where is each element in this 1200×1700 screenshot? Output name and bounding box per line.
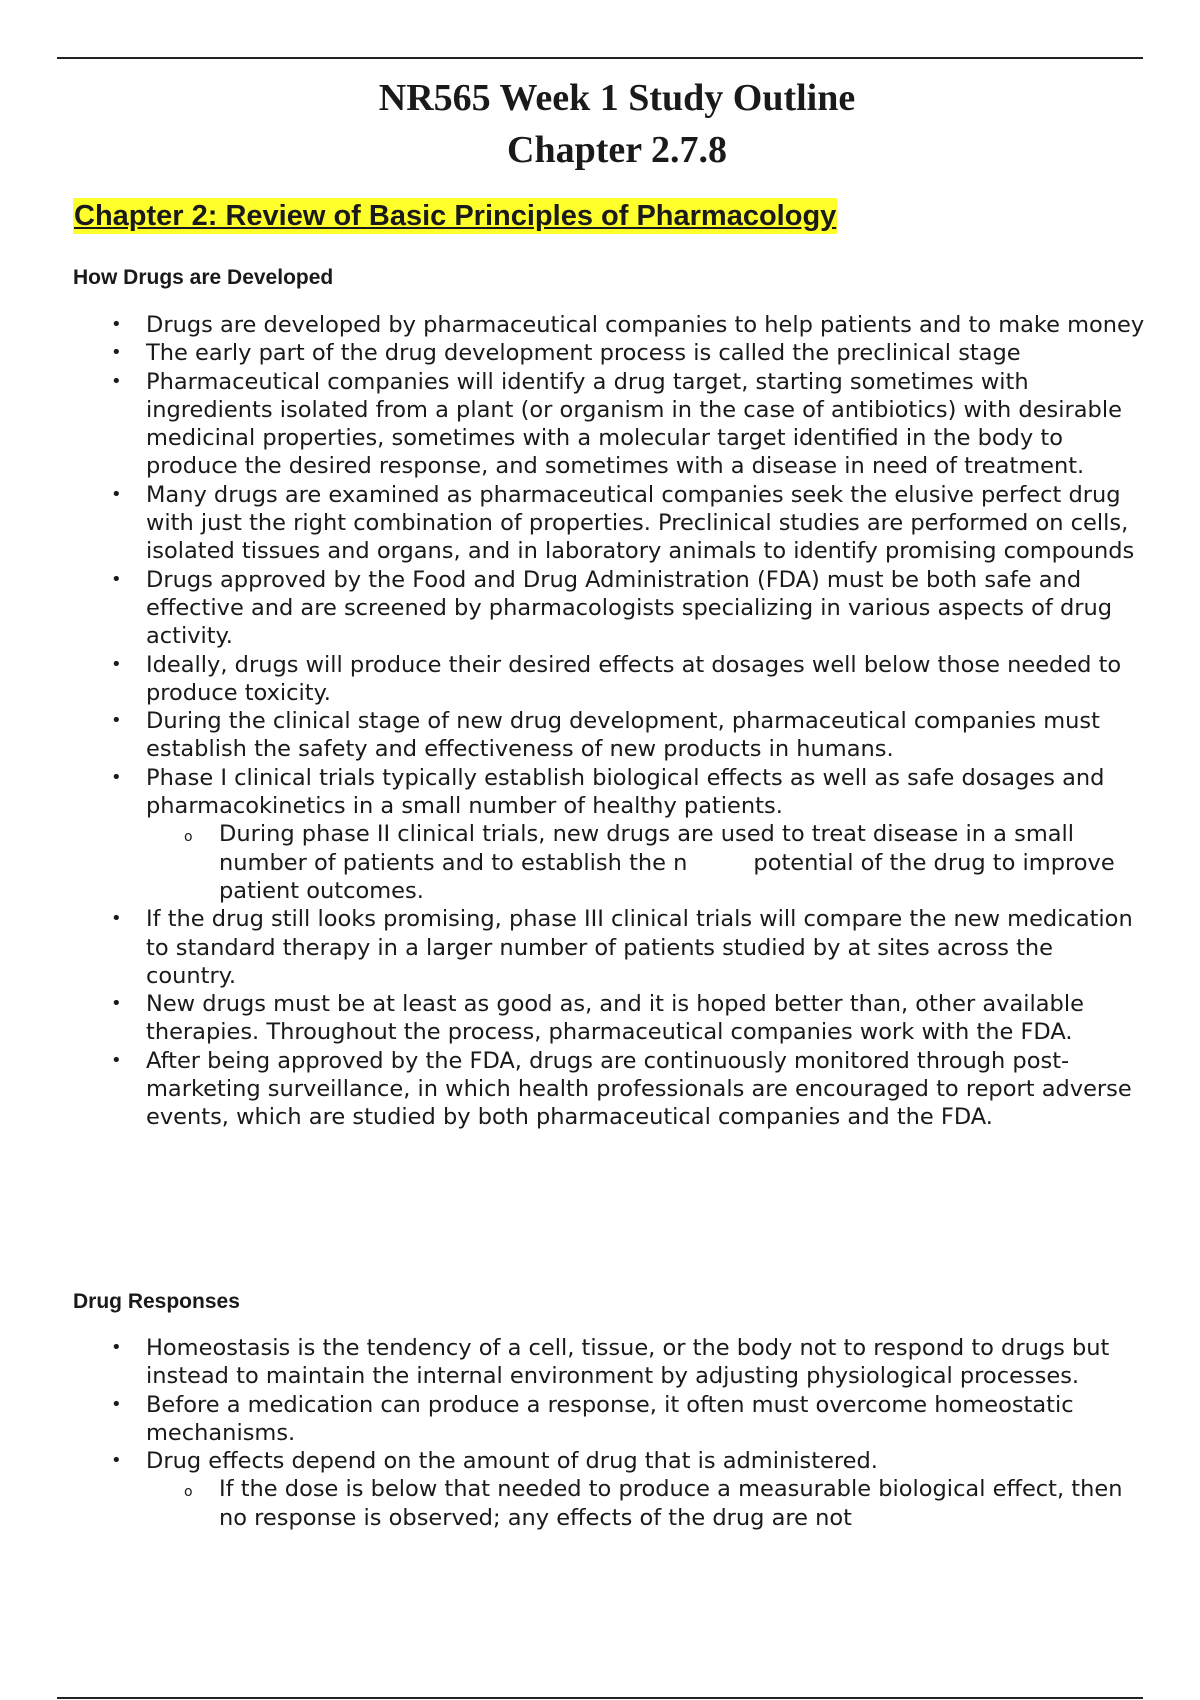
list-item: • Ideally, drugs will produce their desired effects at dosages well below those needed to produce toxicity. bbox=[146, 651, 1146, 708]
bottom-rule bbox=[57, 1697, 1143, 1699]
section-heading-drug-development: How Drugs are Developed bbox=[73, 266, 334, 289]
sub-list-item-phase2 bbox=[219, 820, 1146, 905]
list-item: • The early part of the drug development process is called the preclinical stage bbox=[146, 339, 1146, 367]
phase1-sublist bbox=[146, 820, 1146, 905]
list-item-drug-effects bbox=[146, 1447, 1146, 1532]
list-item: • If the drug still looks promising, phase III clinical trials will compare the new medication to standard therapy in a larger number of patients studied by at sites across the country. bbox=[146, 905, 1146, 990]
document-subtitle: Chapter 2.7.8 bbox=[507, 129, 727, 171]
document-title: NR565 Week 1 Study Outline bbox=[378, 77, 856, 119]
list-item: • New drugs must be at least as good as, and it is hoped better than, other available therapies. Throughout the process, pharmaceutical companies work with the FDA. bbox=[146, 990, 1146, 1047]
list-item-text: Phase I clinical trials typically establish biological effects as well as safe dosages and pharmacokinetics in a small number of healthy patients. bbox=[146, 764, 1105, 820]
section-heading-drug-responses: Drug Responses bbox=[73, 1290, 240, 1313]
list-item: • Many drugs are examined as pharmaceutical companies seek the elusive perfect drug with just the right combination of properties. Preclinical studies are performed on cells, isolated tissues and organs, and in laboratory animals to identify promising compounds bbox=[146, 481, 1146, 566]
sub-list-item-text-part1: During phase II clinical trials, new drugs are used to treat disease in a small number of patients and to establish the n bbox=[219, 821, 1075, 876]
list-item: • Drugs approved by the Food and Drug Administration (FDA) must be both safe and effective and are screened by pharmacologists specializing in various aspects of drug activity. bbox=[146, 566, 1146, 651]
drug-responses-list bbox=[146, 1334, 1146, 1532]
sub-list-item-dose: o If the dose is below that needed to produce a measurable biological effect, then no response is observed; any effects of the drug are not bbox=[219, 1475, 1146, 1532]
list-item: • Before a medication can produce a response, it often must overcome homeostatic mechanisms. bbox=[146, 1391, 1146, 1448]
list-item: • Homeostasis is the tendency of a cell, tissue, or the body not to respond to drugs but instead to maintain the internal environment by adjusting physiological processes. bbox=[146, 1334, 1146, 1391]
list-item: • Pharmaceutical companies will identify a drug target, starting sometimes with ingredients isolated from a plant (or organism in the case of antibiotics) with desirable medicinal properties, sometimes with a molecular target identified in the body to produce the desired response, and sometimes with a disease in need of treatment. bbox=[146, 368, 1146, 481]
chapter-heading: Chapter 2: Review of Basic Principles of Pharmacology bbox=[74, 200, 837, 232]
list-item: • During the clinical stage of new drug development, pharmaceutical companies must establish the safety and effectiveness of new products in humans. bbox=[146, 707, 1146, 764]
drug-effects-sublist bbox=[146, 1475, 1146, 1532]
list-item: • After being approved by the FDA, drugs are continuously monitored through post-marketing surveillance, in which health professionals are encouraged to report adverse events, which are studied by both pharmaceutical companies and the FDA. bbox=[146, 1047, 1146, 1132]
drug-development-list bbox=[146, 311, 1146, 1132]
list-item: • Drugs are developed by pharmaceutical companies to help patients and to make money bbox=[146, 311, 1146, 339]
list-item-text: Drug effects depend on the amount of drug that is administered. bbox=[146, 1448, 878, 1475]
top-rule bbox=[57, 57, 1143, 59]
list-item-phase1 bbox=[146, 764, 1146, 905]
sub-list-item-text-part2: potential of the drug to improve patient outcomes. bbox=[219, 849, 1115, 904]
